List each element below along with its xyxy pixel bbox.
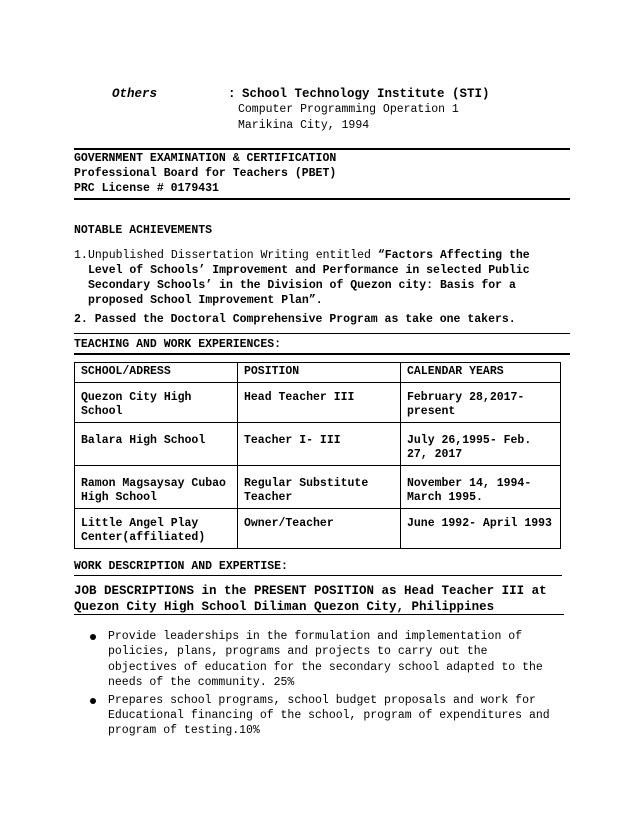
job-description-list xyxy=(88,629,558,741)
gov-exam-board: Professional Board for Teachers (PBET) xyxy=(74,167,337,180)
table-cell-years: February 28,2017- present xyxy=(401,383,561,423)
column-header-school: SCHOOL/ADRESS xyxy=(75,363,238,383)
list-item xyxy=(88,693,558,739)
section-rule xyxy=(74,198,570,200)
others-location: Marikina City, 1994 xyxy=(238,119,370,132)
list-item-text: Provide leaderships in the formulation and implementation of policies, plans, programs and projects to carry out the objectives of education for the secondary school adapted to the needs of the community. 25% xyxy=(108,630,543,690)
achievement-dissertation-title: “Factors Affecting the Level of Schools’ Improvement and Performance in selected Public Secondary Schools’ in the Division of Quezon city: Basis for a proposed School Improvement Plan”. xyxy=(88,249,530,307)
table-cell-school: Ramon Magsaysay Cubao High School xyxy=(75,466,238,509)
achievement-plain-text: Unpublished Dissertation Writing entitled xyxy=(88,249,378,262)
section-rule xyxy=(74,333,570,334)
column-header-years: CALENDAR YEARS xyxy=(401,363,561,383)
bullet-icon xyxy=(90,634,96,640)
table-row xyxy=(75,383,561,423)
gov-exam-license: PRC License # 0179431 xyxy=(74,182,219,195)
table-cell-school: Little Angel Play Center(affiliated) xyxy=(75,509,238,549)
experience-table xyxy=(74,362,561,549)
achievement-number: 1. xyxy=(74,249,88,262)
table-cell-position: Owner/Teacher xyxy=(238,509,401,549)
table-cell-years: June 1992- April 1993 xyxy=(401,509,561,549)
table-header-row xyxy=(75,363,561,383)
table-cell-position: Head Teacher III xyxy=(238,383,401,423)
table-cell-years: July 26,1995- Feb. 27, 2017 xyxy=(401,423,561,466)
table-row xyxy=(75,509,561,549)
achievements-heading: NOTABLE ACHIEVEMENTS xyxy=(74,224,213,237)
section-rule xyxy=(74,148,570,150)
list-item xyxy=(88,629,558,691)
gov-exam-heading: GOVERNMENT EXAMINATION & CERTIFICATION xyxy=(74,152,337,165)
table-row xyxy=(75,466,561,509)
experience-heading: TEACHING AND WORK EXPERIENCES: xyxy=(74,338,282,351)
table-cell-position: Teacher I- III xyxy=(238,423,401,466)
achievement-item-1 xyxy=(74,248,558,308)
table-cell-position: Regular Substitute Teacher xyxy=(238,466,401,509)
table-row xyxy=(75,423,561,466)
job-title: JOB DESCRIPTIONS in the PRESENT POSITION as Head Teacher III at Quezon City High School Diliman Quezon City, Philippines xyxy=(74,584,547,614)
achievement-text xyxy=(88,248,558,308)
section-rule xyxy=(74,614,564,615)
table-cell-school: Balara High School xyxy=(75,423,238,466)
column-header-position: POSITION xyxy=(238,363,401,383)
work-desc-heading: WORK DESCRIPTION AND EXPERTISE: xyxy=(74,560,288,573)
others-school: School Technology Institute (STI) xyxy=(242,87,490,101)
others-separator: : xyxy=(228,87,236,101)
list-item-text: Prepares school programs, school budget proposals and work for Educational financing of the school, program of expenditures and program of testing.10% xyxy=(108,693,550,738)
achievement-item-2: 2. Passed the Doctoral Comprehensive Program as take one takers. xyxy=(74,313,516,326)
section-rule xyxy=(74,353,570,355)
table-cell-years: November 14, 1994- March 1995. xyxy=(401,466,561,509)
others-label: Others xyxy=(112,87,158,101)
table-cell-school: Quezon City High School xyxy=(75,383,238,423)
others-course: Computer Programming Operation 1 xyxy=(238,103,459,116)
section-rule xyxy=(74,575,562,576)
bullet-icon xyxy=(90,698,96,704)
